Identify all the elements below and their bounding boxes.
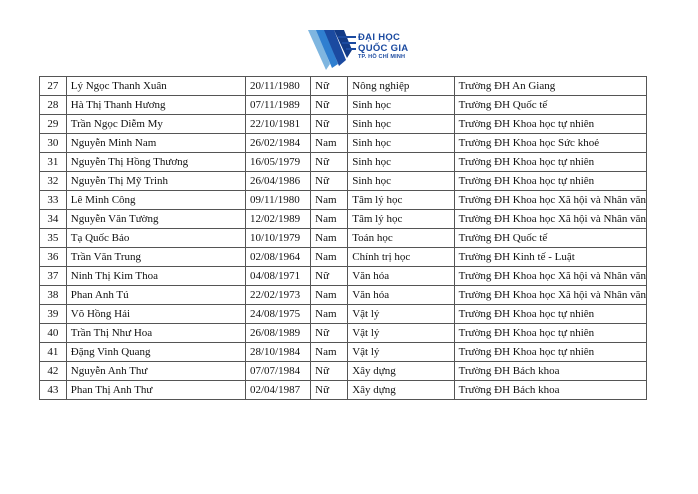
dob-cell: 02/04/1987 (245, 381, 310, 400)
major-cell: Vật lý (348, 305, 454, 324)
school-cell: Trường ĐH Khoa học Xã hội và Nhân văn (454, 267, 646, 286)
no-cell: 37 (40, 267, 67, 286)
table-row (40, 96, 647, 115)
name-cell: Nguyễn Thị Hồng Thương (66, 153, 245, 172)
name-cell: Đặng Vinh Quang (66, 343, 245, 362)
name-cell: Phan Anh Tú (66, 286, 245, 305)
major-cell: Xây dựng (348, 381, 454, 400)
table-row (40, 115, 647, 134)
sex-cell: Nữ (311, 153, 348, 172)
school-cell: Trường ĐH Khoa học tự nhiên (454, 305, 646, 324)
dob-cell: 22/10/1981 (245, 115, 310, 134)
no-cell: 29 (40, 115, 67, 134)
dob-cell: 07/07/1984 (245, 362, 310, 381)
table-row (40, 362, 647, 381)
logo-text (358, 33, 438, 61)
major-cell: Nông nghiệp (348, 77, 454, 96)
dob-cell: 04/08/1971 (245, 267, 310, 286)
sex-cell: Nữ (311, 77, 348, 96)
dob-cell: 02/08/1964 (245, 248, 310, 267)
logo-line-3: TP. HỒ CHÍ MINH (358, 54, 406, 60)
school-cell: Trường ĐH Quốc tế (454, 96, 646, 115)
name-cell: Tạ Quốc Bảo (66, 229, 245, 248)
no-cell: 40 (40, 324, 67, 343)
major-cell: Sinh học (348, 172, 454, 191)
dob-cell: 12/02/1989 (245, 210, 310, 229)
school-cell: Trường ĐH Khoa học tự nhiên (454, 324, 646, 343)
table-row (40, 286, 647, 305)
name-cell: Trần Ngọc Diễm My (66, 115, 245, 134)
table-row (40, 172, 647, 191)
dob-cell: 10/10/1979 (245, 229, 310, 248)
no-cell: 43 (40, 381, 67, 400)
name-cell: Hà Thị Thanh Hương (66, 96, 245, 115)
sex-cell: Nữ (311, 381, 348, 400)
major-cell: Văn hóa (348, 286, 454, 305)
sex-cell: Nam (311, 134, 348, 153)
name-cell: Nguyễn Anh Thư (66, 362, 245, 381)
name-cell: Ninh Thị Kim Thoa (66, 267, 245, 286)
school-cell: Trường ĐH Kinh tế - Luật (454, 248, 646, 267)
no-cell: 30 (40, 134, 67, 153)
major-cell: Tâm lý học (348, 191, 454, 210)
dob-cell: 07/11/1989 (245, 96, 310, 115)
dob-cell: 22/02/1973 (245, 286, 310, 305)
table-row (40, 381, 647, 400)
sex-cell: Nữ (311, 267, 348, 286)
sex-cell: Nam (311, 191, 348, 210)
table-row (40, 305, 647, 324)
name-cell: Võ Hồng Hải (66, 305, 245, 324)
school-cell: Trường ĐH Khoa học Xã hội và Nhân văn (454, 286, 646, 305)
dob-cell: 09/11/1980 (245, 191, 310, 210)
logo-line-1: ĐẠI HỌC (358, 32, 401, 43)
name-cell: Nguyễn Thị Mỹ Trinh (66, 172, 245, 191)
major-cell: Tâm lý học (348, 210, 454, 229)
table-row (40, 248, 647, 267)
no-cell: 39 (40, 305, 67, 324)
major-cell: Sinh học (348, 96, 454, 115)
staff-table (39, 76, 647, 400)
school-cell: Trường ĐH Khoa học tự nhiên (454, 343, 646, 362)
school-cell: Trường ĐH Khoa học tự nhiên (454, 115, 646, 134)
no-cell: 35 (40, 229, 67, 248)
dob-cell: 28/10/1984 (245, 343, 310, 362)
name-cell: Phan Thị Anh Thư (66, 381, 245, 400)
school-cell: Trường ĐH Khoa học Xã hội và Nhân văn (454, 191, 646, 210)
logo-line-2: QUỐC GIA (358, 43, 409, 54)
name-cell: Trần Văn Trung (66, 248, 245, 267)
sex-cell: Nữ (311, 362, 348, 381)
major-cell: Vật lý (348, 343, 454, 362)
name-cell: Nguyễn Văn Tường (66, 210, 245, 229)
no-cell: 41 (40, 343, 67, 362)
name-cell: Lý Ngọc Thanh Xuân (66, 77, 245, 96)
name-cell: Nguyễn Minh Nam (66, 134, 245, 153)
table-row (40, 229, 647, 248)
sex-cell: Nam (311, 210, 348, 229)
dob-cell: 26/08/1989 (245, 324, 310, 343)
name-cell: Lê Minh Công (66, 191, 245, 210)
table-row (40, 267, 647, 286)
sex-cell: Nam (311, 248, 348, 267)
sex-cell: Nam (311, 229, 348, 248)
school-cell: Trường ĐH Khoa học Xã hội và Nhân văn (454, 210, 646, 229)
sex-cell: Nam (311, 305, 348, 324)
table-row (40, 210, 647, 229)
major-cell: Toán học (348, 229, 454, 248)
major-cell: Sinh học (348, 153, 454, 172)
table-row (40, 324, 647, 343)
name-cell: Trần Thị Như Hoa (66, 324, 245, 343)
major-cell: Văn hóa (348, 267, 454, 286)
sex-cell: Nữ (311, 172, 348, 191)
school-cell: Trường ĐH Khoa học tự nhiên (454, 153, 646, 172)
no-cell: 34 (40, 210, 67, 229)
school-cell: Trường ĐH Bách khoa (454, 362, 646, 381)
no-cell: 28 (40, 96, 67, 115)
dob-cell: 16/05/1979 (245, 153, 310, 172)
major-cell: Xây dựng (348, 362, 454, 381)
table-row (40, 191, 647, 210)
dob-cell: 20/11/1980 (245, 77, 310, 96)
table-row (40, 343, 647, 362)
sex-cell: Nữ (311, 96, 348, 115)
school-cell: Trường ĐH Khoa học Sức khoẻ (454, 134, 646, 153)
major-cell: Sinh học (348, 115, 454, 134)
school-cell: Trường ĐH Bách khoa (454, 381, 646, 400)
table-row (40, 134, 647, 153)
sex-cell: Nam (311, 286, 348, 305)
dob-cell: 26/02/1984 (245, 134, 310, 153)
dob-cell: 26/04/1986 (245, 172, 310, 191)
no-cell: 27 (40, 77, 67, 96)
no-cell: 33 (40, 191, 67, 210)
no-cell: 32 (40, 172, 67, 191)
table-row (40, 77, 647, 96)
major-cell: Sinh học (348, 134, 454, 153)
school-cell: Trường ĐH Quốc tế (454, 229, 646, 248)
no-cell: 42 (40, 362, 67, 381)
table-body (40, 77, 647, 400)
table-row (40, 153, 647, 172)
no-cell: 36 (40, 248, 67, 267)
sex-cell: Nam (311, 343, 348, 362)
no-cell: 38 (40, 286, 67, 305)
sex-cell: Nữ (311, 115, 348, 134)
sex-cell: Nữ (311, 324, 348, 343)
school-cell: Trường ĐH An Giang (454, 77, 646, 96)
major-cell: Vật lý (348, 324, 454, 343)
no-cell: 31 (40, 153, 67, 172)
dob-cell: 24/08/1975 (245, 305, 310, 324)
school-cell: Trường ĐH Khoa học tự nhiên (454, 172, 646, 191)
major-cell: Chính trị học (348, 248, 454, 267)
